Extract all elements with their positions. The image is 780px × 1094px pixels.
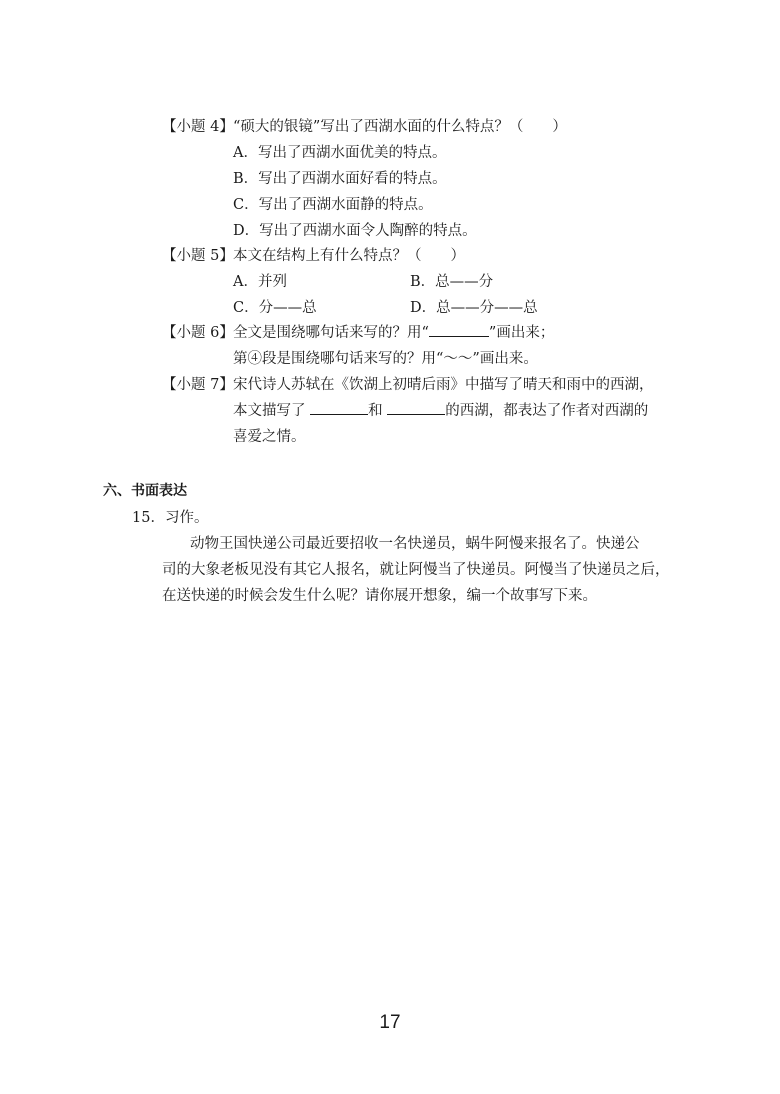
prompt-para-line-1: 动物王国快递公司最近要招收一名快递员，蜗牛阿慢来报名了。快递公 [190,536,640,552]
item-15: 15．习作。 [132,510,209,526]
q7-line1: 宋代诗人苏轼在《饮湖上初晴后雨》中描写了晴天和雨中的西湖， [233,377,654,393]
q4-option-b: B．写出了西湖水面好看的特点。 [233,171,447,187]
q7-label: 【小题 7】 [162,377,234,393]
q4-stem: “硕大的银镜”写出了西湖水面的什么特点？（ ） [233,119,567,135]
prompt-para-line-2: 司的大象老板见没有其它人报名，就让阿慢当了快递员。阿慢当了快递员之后， [162,562,670,578]
q5-option-c: C．分——总 [233,300,317,316]
q6-line1-post: ”画出来； [488,325,555,341]
q5-option-a: A．并列 [233,274,287,290]
section-title: 六、书面表达 [103,483,187,499]
q6-label: 【小题 6】 [162,325,234,341]
q7-line2-mid: 和 [368,403,383,419]
q7-line3: 喜爱之情。 [233,429,306,445]
q4-label: 【小题 4】 [162,119,234,135]
q5-option-d: D．总——分——总 [410,300,538,316]
page-number: 17 [379,1012,401,1033]
q4-option-d: D．写出了西湖水面令人陶醉的特点。 [233,223,477,239]
q4-option-a: A．写出了西湖水面优美的特点。 [233,145,447,161]
answer-blank-1 [310,400,368,415]
q7-line2-pre: 本文描写了 [233,403,306,419]
q6-line1-pre: 全文是围绕哪句话来写的？用“ [233,325,429,341]
prompt-para-line-3: 在送快递的时候会发生什么呢？请你展开想象，编一个故事写下来。 [162,588,597,604]
q6-line2: 第④段是围绕哪句话来写的？用“～～”画出来。 [233,351,538,367]
q7-line2-post: 的西湖，都表达了作者对西湖的 [445,403,649,419]
q7-line2 [233,400,648,422]
q6-line1 [233,322,554,344]
q5-stem: 本文在结构上有什么特点？（ ） [233,248,465,264]
q4-option-c: C．写出了西湖水面静的特点。 [233,197,433,213]
answer-underline [429,322,489,337]
q5-option-b: B．总——分 [410,274,494,290]
q5-label: 【小题 5】 [162,248,234,264]
answer-blank-2 [387,400,445,415]
